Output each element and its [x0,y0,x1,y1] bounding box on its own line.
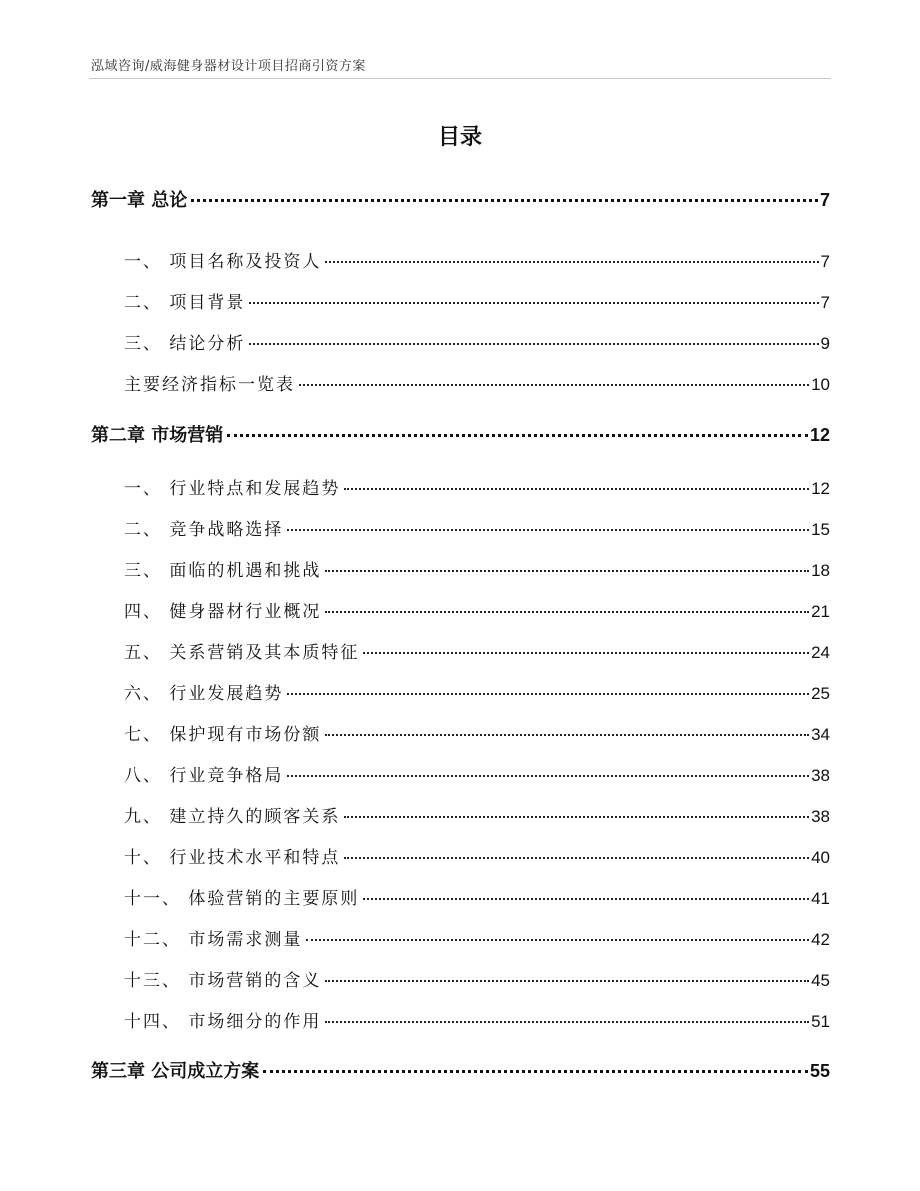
toc-entry-page: 55 [809,1061,830,1081]
dot-leader [344,816,809,818]
toc-entry[interactable] [124,1007,830,1032]
toc-entry-page: 38 [811,807,830,826]
dot-leader [325,570,809,572]
toc-entry[interactable] [124,802,830,827]
dot-leader [287,529,809,531]
toc-entry-page: 34 [811,725,830,744]
toc-entry[interactable] [124,761,830,786]
dot-leader [325,261,818,263]
dot-leader [344,488,809,490]
toc-entry-label: 第三章 公司成立方案 [91,1061,260,1082]
dot-leader [325,1021,809,1023]
toc-entry[interactable] [124,925,830,950]
dot-leader [325,611,809,613]
toc-entry-page: 45 [811,971,830,990]
dot-leader [325,980,809,982]
toc-entry-page: 9 [820,334,830,353]
toc-entry-page: 15 [811,520,830,539]
toc-entry-chapter-2[interactable] [91,421,830,447]
toc-entry-page: 40 [811,848,830,867]
toc-entry-label: 九、 建立持久的顾客关系 [124,807,341,827]
toc-entry-page: 12 [811,479,830,498]
toc-entry[interactable] [124,370,830,395]
dot-leader [299,384,809,386]
toc-entry[interactable] [124,515,830,540]
toc-entry-page: 38 [811,766,830,785]
toc-entry[interactable] [124,843,830,868]
toc-entry-page: 12 [809,425,830,445]
toc-entry-label: 二、 竞争战略选择 [124,520,284,540]
toc-entry-chapter-1[interactable] [91,186,830,212]
toc-entry-page: 51 [811,1012,830,1031]
toc-entry-label: 六、 行业发展趋势 [124,684,284,704]
toc-entry-label: 四、 健身器材行业概况 [124,602,322,622]
toc-entry-label: 八、 行业竞争格局 [124,766,284,786]
dot-leader [249,302,818,304]
dot-leader [249,343,818,345]
toc-entry[interactable] [124,638,830,663]
dot-leader [325,734,809,736]
toc-entry-label: 十一、 体验营销的主要原则 [124,889,360,909]
toc-entry[interactable] [124,474,830,499]
dot-leader [191,199,818,202]
toc-entry-label: 二、 项目背景 [124,293,246,313]
toc-entry-label: 十四、 市场细分的作用 [124,1012,322,1032]
toc-entry[interactable] [124,720,830,745]
toc-entry-page: 21 [811,602,830,621]
toc-entry[interactable] [124,556,830,581]
dot-leader [227,434,808,437]
toc-entry-page: 25 [811,684,830,703]
toc-entry-page: 7 [820,252,830,271]
toc-title: 目录 [437,125,482,150]
toc-entry-page: 7 [820,293,830,312]
dot-leader [287,775,809,777]
toc-entry[interactable] [124,288,830,313]
dot-leader [363,652,809,654]
toc-entry-label: 十、 行业技术水平和特点 [124,848,341,868]
dot-leader [344,857,809,859]
dot-leader [287,693,809,695]
toc-entry-label: 三、 结论分析 [124,334,246,354]
toc-entry[interactable] [124,966,830,991]
running-header: 泓域咨询/威海健身器材设计项目招商引资方案 [91,59,366,74]
toc-entry-page: 24 [811,643,830,662]
header-divider [89,78,831,79]
toc-entry[interactable] [124,247,830,272]
toc-entry-page: 7 [819,190,830,210]
dot-leader [263,1070,808,1073]
toc-entry[interactable] [124,884,830,909]
toc-entry-label: 十三、 市场营销的含义 [124,971,322,991]
toc-entry-label: 七、 保护现有市场份额 [124,725,322,745]
toc-entry-page: 41 [811,889,830,908]
toc-entry-chapter-3[interactable] [91,1057,830,1083]
toc-entry-label: 第一章 总论 [91,190,188,211]
toc-entry-page: 42 [811,930,830,949]
dot-leader [306,939,809,941]
toc-entry-label: 第二章 市场营销 [91,425,224,446]
toc-entry[interactable] [124,597,830,622]
toc-entry-label: 十二、 市场需求测量 [124,930,303,950]
toc-entry[interactable] [124,679,830,704]
toc-entry-label: 五、 关系营销及其本质特征 [124,643,360,663]
toc-entry-label: 一、 项目名称及投资人 [124,252,322,272]
toc-entry-label: 三、 面临的机遇和挑战 [124,561,322,581]
toc-entry-label: 一、 行业特点和发展趋势 [124,479,341,499]
toc-entry[interactable] [124,329,830,354]
toc-entry-page: 18 [811,561,830,580]
toc-entry-label: 主要经济指标一览表 [124,375,295,395]
dot-leader [363,898,809,900]
toc-entry-page: 10 [811,375,830,394]
